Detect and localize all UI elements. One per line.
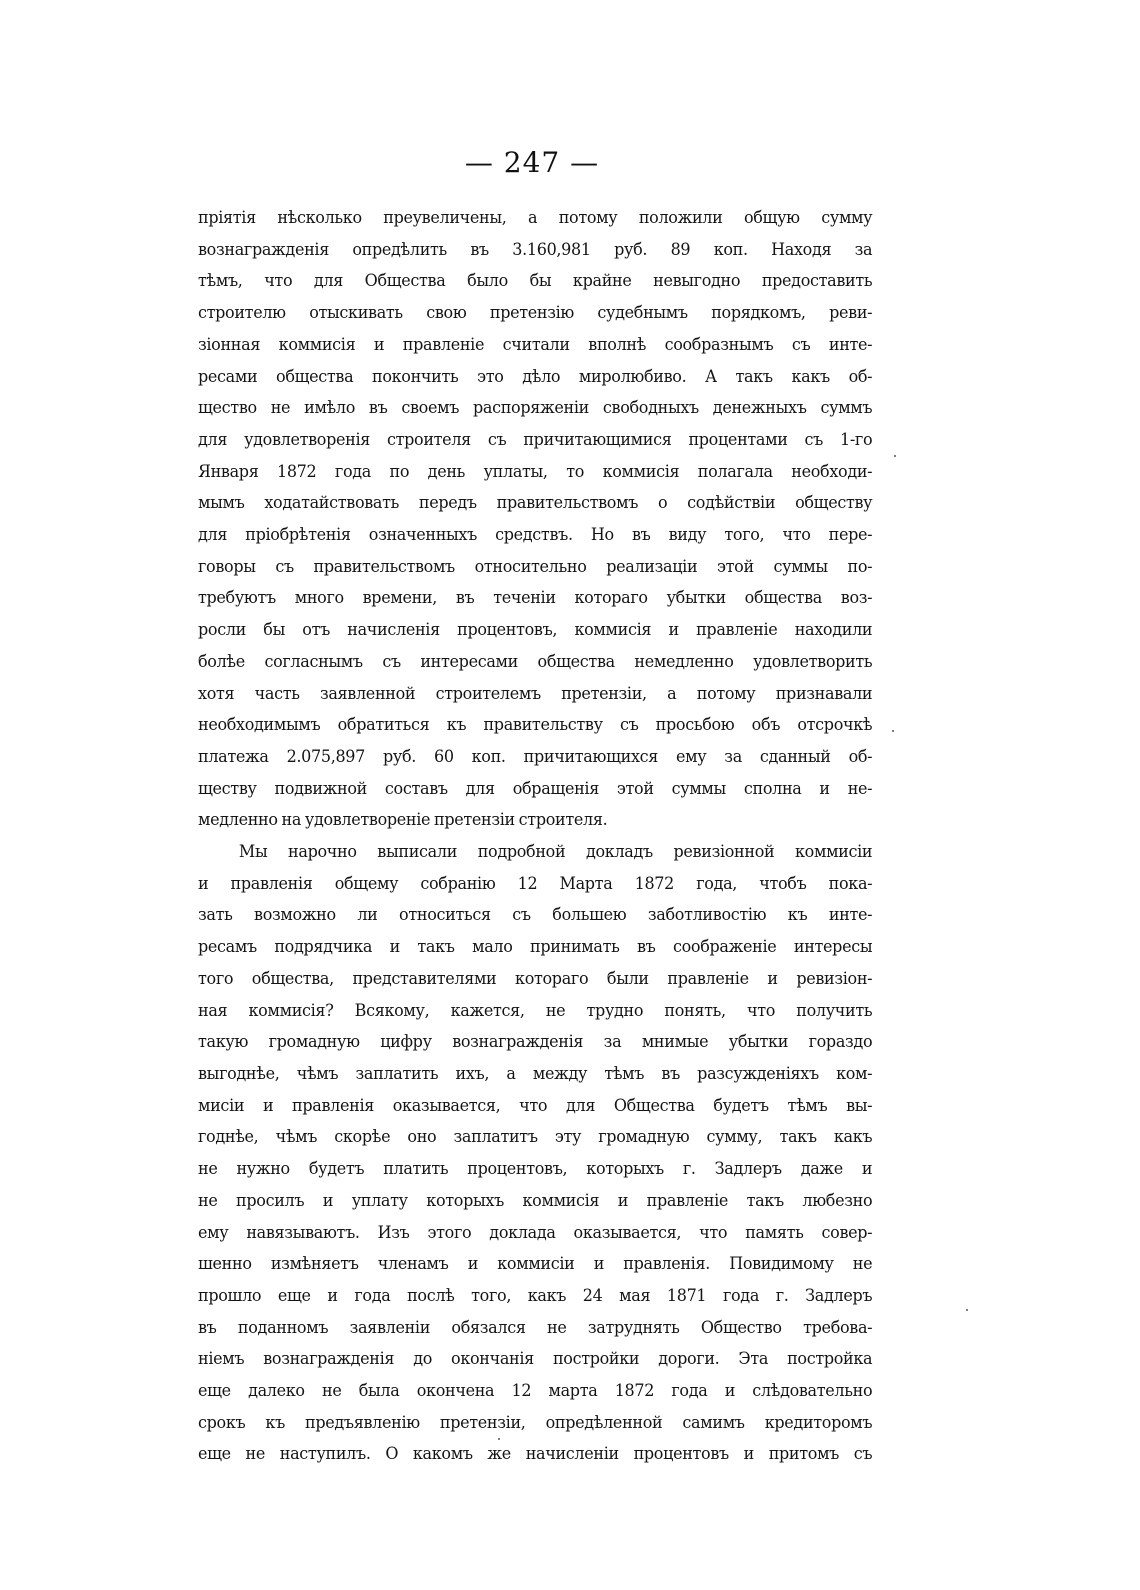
paragraph-2	[198, 837, 872, 1471]
text-line: еще далеко не была окончена 12 марта 1872 года и слѣдовательно	[198, 1381, 873, 1402]
text-line: мисіи и правленія оказывается, что для Общества будетъ тѣмъ вы-	[198, 1095, 873, 1116]
text-line: ніемъ вознагражденія до окончанія постройки дороги. Эта постройка	[198, 1349, 873, 1370]
text-line: хотя часть заявленной строителемъ претензіи, а потому признавали	[198, 683, 873, 704]
text-line: мымъ ходатайствовать передъ правительствомъ о содѣйствіи обществу	[198, 493, 873, 514]
text-line: говоры съ правительствомъ относительно реализаціи этой суммы по-	[198, 556, 873, 577]
text-line: для пріобрѣтенія означенныхъ средствъ. Но въ виду того, что пере-	[198, 525, 873, 546]
text-line: и правленія общему собранію 12 Марта 1872 года, чтобъ пока-	[198, 873, 873, 894]
text-line: росли бы отъ начисленія процентовъ, коммисія и правленіе находили	[198, 620, 873, 641]
paragraph-1	[198, 203, 872, 837]
print-speck	[894, 455, 896, 457]
print-speck	[498, 1438, 500, 1440]
text-line: въ поданномъ заявленіи обязался не затруднять Общество требова-	[198, 1317, 873, 1338]
text-line: выгоднѣе, чѣмъ заплатить ихъ, а между тѣмъ въ разсужденіяхъ ком-	[198, 1063, 873, 1084]
text-line: ществу подвижной составъ для обращенія этой суммы сполна и не-	[198, 778, 873, 799]
text-line: необходимымъ обратиться къ правительству съ просьбою объ отсрочкѣ	[198, 715, 873, 736]
text-line: прошло еще и года послѣ того, какъ 24 мая 1871 года г. Задлеръ	[198, 1285, 873, 1306]
text-line: не нужно будетъ платить процентовъ, которыхъ г. Задлеръ даже и	[198, 1159, 873, 1180]
text-line: платежа 2.075,897 руб. 60 коп. причитающихся ему за сданный об-	[198, 746, 873, 767]
text-line: ная коммисія? Всякому, кажется, не трудно понять, что получить	[198, 1000, 873, 1021]
text-line: зать возможно ли относиться съ большею заботливостію къ инте-	[198, 905, 873, 926]
text-line: пріятія нѣсколько преувеличены, а потому положили общую сумму	[198, 208, 873, 228]
text-line: Января 1872 года по день уплаты, то коммисія полагала необходи-	[198, 461, 873, 482]
text-line: ему навязываютъ. Изъ этого доклада оказывается, что память совер-	[198, 1222, 873, 1243]
text-line: годнѣе, чѣмъ скорѣе оно заплатитъ эту громадную сумму, такъ какъ	[198, 1127, 873, 1148]
text-line: зіонная коммисія и правленіе считали вполнѣ сообразнымъ съ инте-	[198, 334, 873, 355]
print-speck	[966, 1309, 968, 1311]
print-speck	[892, 730, 894, 732]
text-line: медленно на удовлетвореніе претензіи строителя.	[198, 810, 608, 831]
text-line: болѣе согласнымъ съ интересами общества немедленно удовлетворить	[198, 651, 873, 672]
text-line: строителю отыскивать свою претензію судебнымъ порядкомъ, реви-	[198, 303, 873, 324]
text-line: щество не имѣло въ своемъ распоряженіи свободныхъ денежныхъ суммъ	[198, 398, 873, 419]
text-line: того общества, представителями котораго были правленіе и ревизіон-	[198, 968, 873, 989]
text-line: еще не наступилъ. О какомъ же начисленіи процентовъ и притомъ съ	[198, 1444, 873, 1465]
text-line: вознагражденія опредѣлить въ 3.160,981 руб. 89 коп. Находя за	[198, 239, 873, 260]
page-number: — 247 —	[464, 146, 600, 179]
text-line: такую громадную цифру вознагражденія за мнимые убытки гораздо	[198, 1032, 873, 1053]
text-line: шенно измѣняетъ членамъ и коммисіи и правленія. Повидимому не	[198, 1254, 873, 1275]
text-line: ресамъ подрядчика и такъ мало принимать въ соображеніе интересы	[198, 937, 873, 958]
text-line: Мы нарочно выписали подробной докладъ ревизіонной коммисіи	[238, 842, 873, 863]
text-line: срокъ къ предъявленію претензіи, опредѣленной самимъ кредиторомъ	[198, 1412, 873, 1433]
text-line: тѣмъ, что для Общества было бы крайне невыгодно предоставить	[198, 271, 873, 292]
text-line: требуютъ много времени, въ теченіи котораго убытки общества воз-	[198, 588, 873, 609]
body-text	[198, 203, 872, 1471]
text-line: не просилъ и уплату которыхъ коммисія и правленіе такъ любезно	[198, 1190, 873, 1211]
text-line: для удовлетворенія строителя съ причитающимися процентами съ 1-го	[198, 429, 873, 450]
text-line: ресами общества покончить это дѣло миролюбиво. А такъ какъ об-	[198, 366, 873, 387]
